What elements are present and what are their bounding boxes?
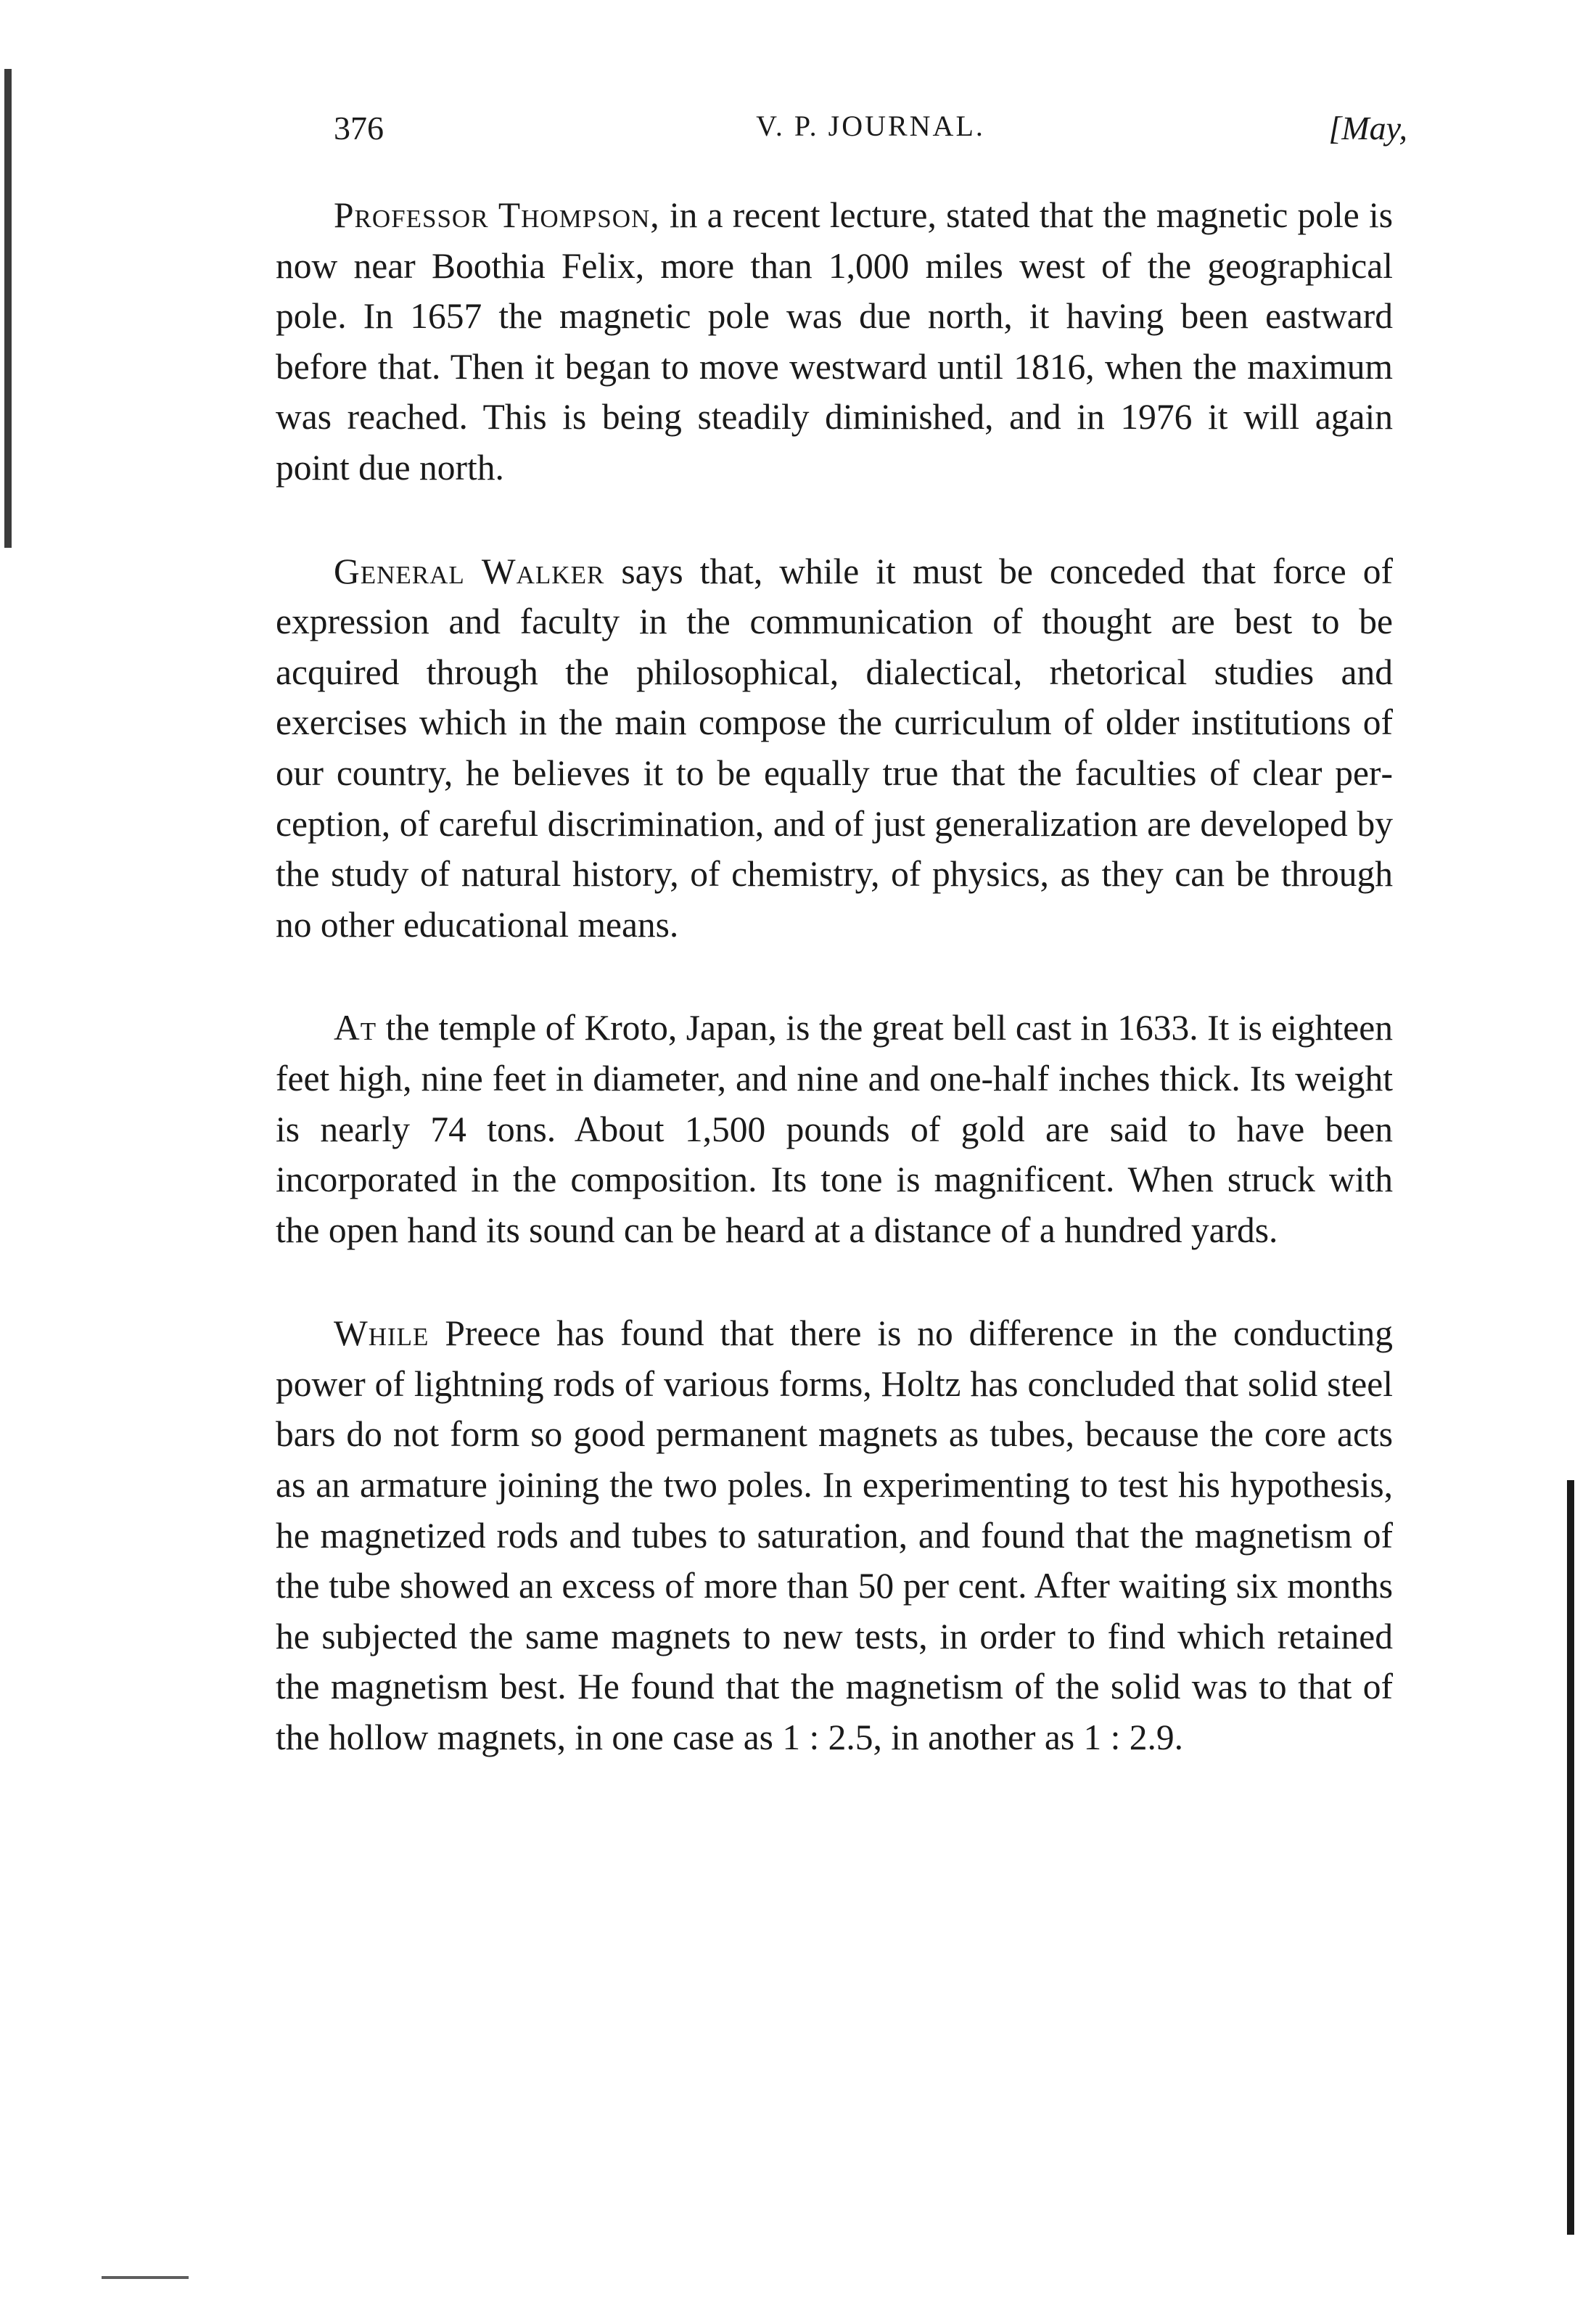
paragraph-lead: At	[334, 1008, 377, 1048]
paragraph-education	[276, 546, 1393, 950]
scan-edge-mark-left	[4, 69, 12, 548]
scan-edge-mark-bottom	[102, 2276, 189, 2279]
scan-edge-mark-right	[1567, 1480, 1574, 2235]
paragraph-text: in a recent lecture, stated that the magnetic pole is now near Boothia Felix, more than 1,000 miles west of the geographical pole. In 1657 the magnetic pole was due north, it having been eastward before that. Then it began to move westward until 1816, when the maximum was reached. This is being steadily diminished, and in 1976 it will again point due north.	[276, 195, 1393, 488]
paragraph-magnets	[276, 1308, 1393, 1762]
page-number: 376	[334, 110, 384, 147]
article-body	[276, 190, 1393, 1816]
paragraph-text: the temple of Kroto, Japan, is the great bell cast in 1633. It is eighteen feet high, nine feet in diameter, and nine and one-half inches thick. Its weight is nearly 74 tons. About 1,500 pounds of gold are said to have been incorporated in the composition. Its tone is magnificent. When struck with the open hand its sound can be heard at a distance of a hundred yards.	[276, 1008, 1393, 1250]
paragraph-text: Preece has found that there is no difference in the conducting power of lightning rods of various forms, Holtz has concluded that solid steel bars do not form so good permanent magnets as tubes, because the core acts as an armature joining the two poles. In experimenting to test his hypothesis, he magnetized rods and tubes to saturation, and found that the magnetism of the tube showed an excess of more than 50 per cent. After waiting six months he subjected the same magnets to new tests, in order to find which retained the magnetism best. He found that the magnetism of the solid was to that of the hollow magnets, in one case as 1 : 2.5, in another as 1 : 2.9.	[276, 1313, 1393, 1758]
paragraph-great-bell	[276, 1003, 1393, 1255]
paragraph-lead: General Walker	[334, 551, 605, 591]
page-header	[334, 109, 1407, 160]
paragraph-magnetic-pole	[276, 190, 1393, 493]
month-heading: [May,	[1328, 110, 1407, 147]
paragraph-lead: Professor Thompson,	[334, 195, 660, 235]
paragraph-text: says that, while it must be conceded that force of expression and faculty in the communication of thought are best to be acquired through the philosophical, dialectical, rhetorical studies and exercises which in the main compose the curriculum of older institutions of our country, he believes it to be equally true that the faculties of clear perception, of careful discrimination, and of just generalization are developed by the study of natural history, of chemistry, of physics, as they can be through no other educational means.	[276, 551, 1393, 945]
paragraph-lead: While	[334, 1313, 429, 1354]
running-title: V. P. JOURNAL.	[756, 110, 985, 142]
